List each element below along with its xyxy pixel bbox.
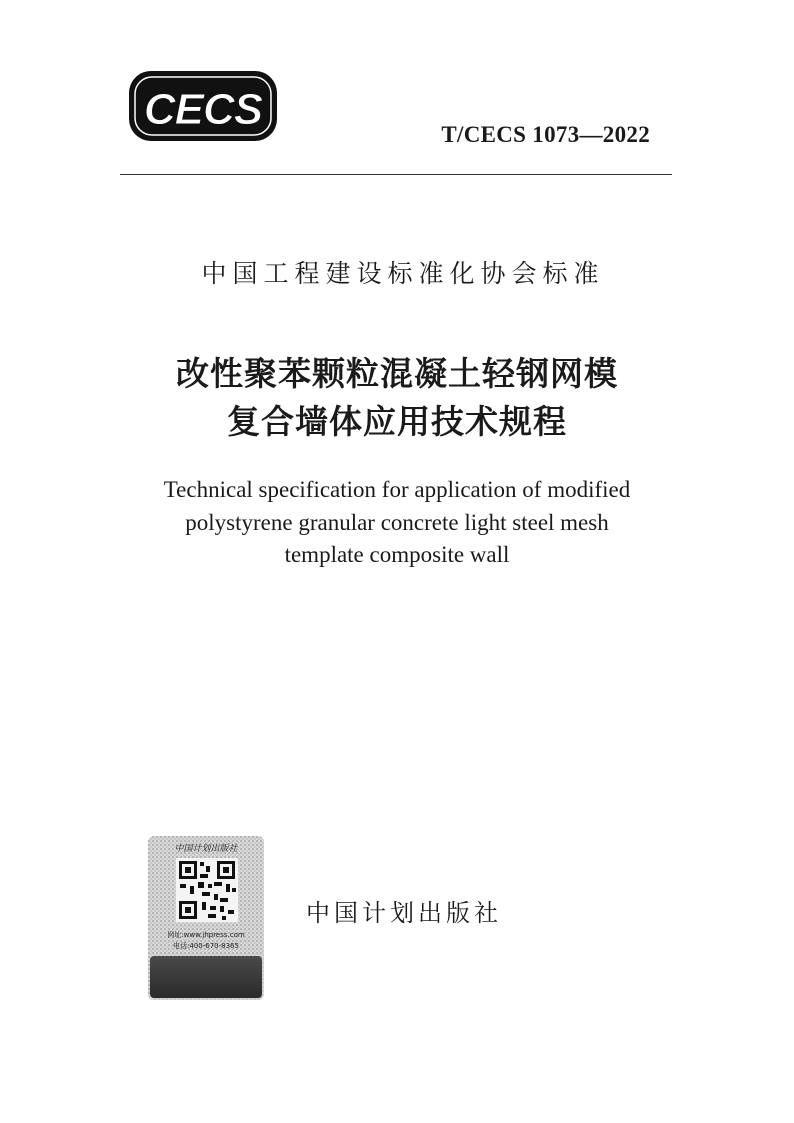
label-top-text: 中国计划出版社: [174, 844, 238, 854]
cecs-logo: [126, 68, 280, 144]
qr-code-icon: [176, 858, 238, 922]
title-cn-line-1: 改性聚苯颗粒混凝土轻钢网模: [176, 354, 618, 393]
publisher-name: 中国计划出版社: [306, 899, 502, 927]
label-website: 网址:www.jhpress.com: [167, 931, 245, 939]
title-en-line-1: Technical specification for application of modified: [163, 477, 631, 502]
title-en-line-2: polystyrene granular concrete light steel mesh: [185, 510, 609, 535]
label-phone: 电话:400-670-8365: [173, 942, 239, 950]
title-en-line-3: template composite wall: [284, 542, 510, 567]
logo-text: CECS: [143, 85, 263, 134]
standard-number: T/CECS 1073—2022: [441, 122, 650, 147]
association-title: 中国工程建设标准化协会标准: [201, 259, 605, 288]
security-label: [148, 836, 264, 1000]
header-divider: [120, 174, 672, 175]
title-cn-line-2: 复合墙体应用技术规程: [227, 402, 567, 441]
